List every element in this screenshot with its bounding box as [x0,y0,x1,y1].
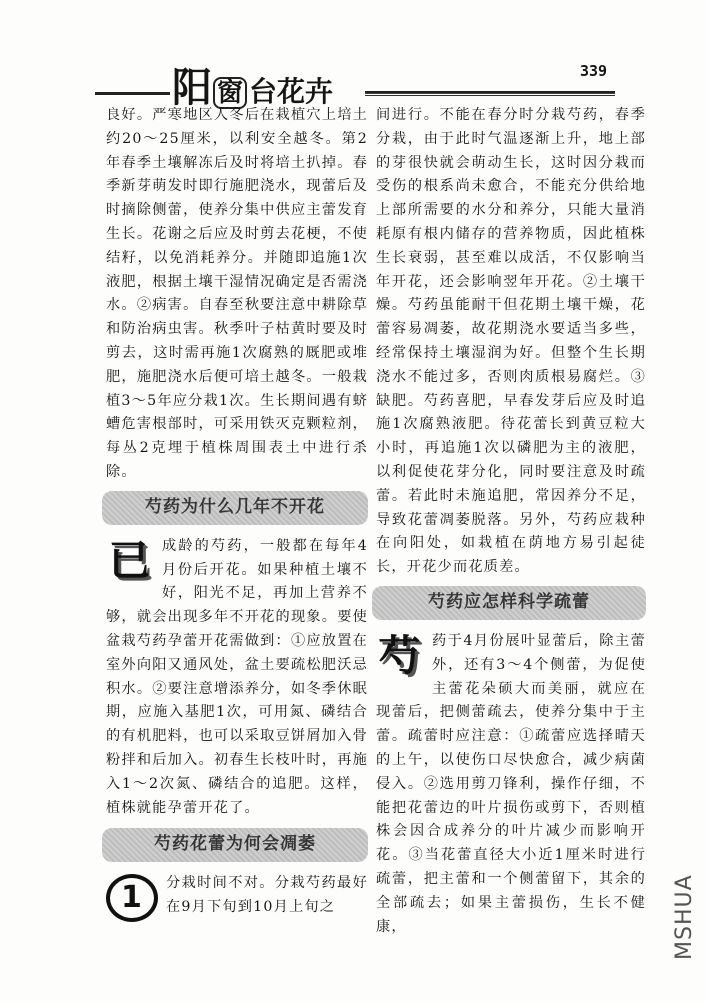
left-column [106,104,368,922]
watermark: MSHUA [672,874,697,960]
circled-number-one-icon: 1 [106,874,158,922]
title-rest: 台花卉 [249,75,334,108]
title-char-yang: 阳 [172,65,211,111]
continued-paragraph: 间进行。不能在春分时分栽芍药，春季分栽，由于此时气温逐渐上升，地上部的芽很快就会萌动生长，这时因分栽而受伤的根系尚未愈合，不能充分供给地上部所需要的水分和养分，只能大量消耗原有根内储存的营养物质，因此植株生长衰弱，甚至难以成活，不仅影响当年开花，还会影响翌年开花。②土壤干燥。芍药虽能耐干但花期土壤干燥，花蕾容易凋萎，故花期浇水要适当多些，经常保持土壤湿润为好。但整个生长期浇水不能过多，否则肉质根易腐烂。③缺肥。芍药喜肥，早春发芽后应及时追施1次腐熟液肥。待花蕾长到黄豆粒大小时，再追施1次以磷肥为主的液肥，以利促使花芽分化，同时要注意及时疏蕾。若此时未施追肥，常因养分不足，导致花蕾凋萎脱落。另外，芍药应栽种在向阳处，如栽植在荫地方易引起徒长，开花少而花质差。 [376,107,646,576]
dropcap-shao: 芍 [378,630,422,680]
dropcap-ji: 已 [108,535,152,585]
title-char-chuang-boxed: 窗 [213,77,247,109]
section-heading-no-flowering: 芍药为什么几年不开花 [102,491,368,525]
page-number: 339 [580,62,608,80]
section-heading-bud-wilting: 芍药花蕾为何会凋萎 [102,828,368,862]
intro-paragraph: 良好。严寒地区人冬后在栽植穴上培土约20～25厘米，以利安全越冬。第2年春季土壤解冻后及时将培土扒掉。春季新芽萌发时即行施肥浇水，现蕾后及时摘除侧蕾，使养分集中供应主蕾发育生长。花谢之后应及时剪去花梗，不使结籽，以免消耗养分。并随即追施1次液肥，根据土壤干湿情况确定是否需浇水。②病害。自春至秋要注意中耕除草和防治病虫害。秋季叶子枯黄时要及时剪去，这时需再施1次腐熟的厩肥或堆肥，施肥浇水后便可培土越冬。一般栽植3～5年应分栽1次。生长期间遇有蛴螬危害根部时，可采用铁灭克颗粒剂，每丛2克埋于植株周围表土中进行杀除。 [106,107,368,480]
section-text: 分栽时间不对。分栽芍药最好在9月下旬到10月上旬之 [166,875,368,916]
page-header [0,50,708,110]
right-column [376,104,646,939]
section-text: 药于4月份展叶显蕾后，除主蕾外，还有3～4个侧蕾，为促使主蕾花朵硕大而美丽，就应在现蕾后，把侧蕾疏去，使养分集中于主蕾。疏蕾时应注意：①疏蕾应选择晴天的上午，以使伤口尽快愈合，减少病菌侵入。②选用剪刀锋利，操作仔细，不能把花蕾边的叶片损伤或剪下，否则植株会因合成养分的叶片减少而影响开花。③当花蕾直径大小近1厘米时进行疏蕾，把主蕾和一个侧蕾留下，其余的全部疏去；如果主蕾损伤，生长不健康， [376,632,646,935]
header-rule-left [95,92,170,95]
section-paragraph-no-flowering [106,535,368,821]
section-heading-bud-thinning: 芍药应怎样科学疏蕾 [372,586,646,620]
section-paragraph-bud-wilting [106,872,368,920]
section-text: 成龄的芍药，一般都在每年4月份后开花。如果种植土壤不好，阳光不足，再加上营养不够，就会出现多年不开花的现象。要使盆栽芍药孕蕾开花需做到：①应放置在室外向阳又通风处，盆土要疏松肥沃忌积水。②要注意增添养分，如冬季休眠期，应施入基肥1次，可用氮、磷结合的有机肥料，也可以采取豆饼屑加入骨粉拌和后加入。初春生长枝叶时，再施入1～2次氮、磷结合的追肥。这样，植株就能孕蕾开花了。 [106,537,368,816]
section-paragraph-bud-thinning [376,630,646,939]
header-rule-right [365,91,615,94]
